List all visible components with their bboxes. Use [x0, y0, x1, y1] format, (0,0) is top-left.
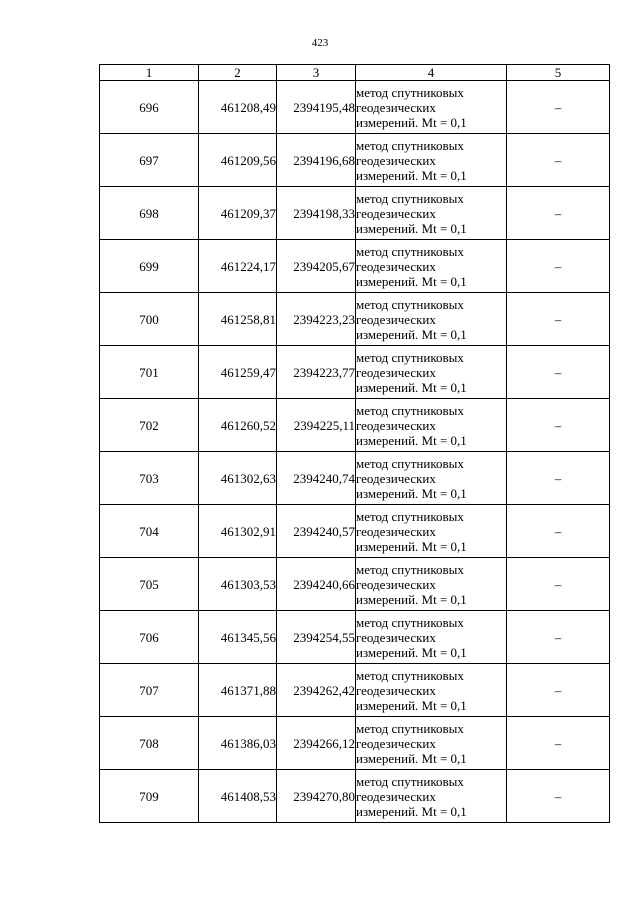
x-coordinate-cell: 461259,47	[199, 346, 277, 399]
note-cell: –	[507, 717, 610, 770]
method-line-3: измерений. Mt = 0,1	[356, 220, 467, 236]
method-line-2: геодезических	[356, 629, 436, 645]
point-number-cell: 706	[100, 611, 199, 664]
column-header-1: 1	[100, 65, 199, 81]
method-line-2: геодезических	[356, 788, 436, 804]
method-line-1: метод спутниковых	[356, 296, 464, 312]
point-number-cell: 696	[100, 81, 199, 134]
x-coordinate-cell: 461260,52	[199, 399, 277, 452]
page-number: 423	[311, 37, 329, 49]
method-cell	[356, 81, 507, 134]
x-coordinate-cell: 461303,53	[199, 558, 277, 611]
method-cell	[356, 293, 507, 346]
method-line-1: метод спутниковых	[356, 667, 464, 683]
table-row	[100, 611, 610, 664]
coordinates-table	[99, 64, 610, 823]
method-cell	[356, 770, 507, 823]
y-coordinate-cell: 2394225,11	[277, 399, 356, 452]
x-coordinate-cell: 461302,91	[199, 505, 277, 558]
point-number-cell: 697	[100, 134, 199, 187]
method-cell	[356, 505, 507, 558]
method-line-2: геодезических	[356, 99, 436, 115]
method-line-1: метод спутниковых	[356, 614, 464, 630]
table-row	[100, 240, 610, 293]
method-line-2: геодезических	[356, 258, 436, 274]
note-cell: –	[507, 81, 610, 134]
method-line-3: измерений. Mt = 0,1	[356, 644, 467, 660]
column-header-5: 5	[507, 65, 610, 81]
table-row	[100, 664, 610, 717]
point-number-cell: 700	[100, 293, 199, 346]
method-line-2: геодезических	[356, 311, 436, 327]
point-number-cell: 701	[100, 346, 199, 399]
method-line-3: измерений. Mt = 0,1	[356, 750, 467, 766]
table-row	[100, 770, 610, 823]
method-line-3: измерений. Mt = 0,1	[356, 591, 467, 607]
method-line-1: метод спутниковых	[356, 243, 464, 259]
method-cell	[356, 187, 507, 240]
x-coordinate-cell: 461209,56	[199, 134, 277, 187]
method-line-1: метод спутниковых	[356, 349, 464, 365]
table-row	[100, 134, 610, 187]
method-line-1: метод спутниковых	[356, 137, 464, 153]
note-cell: –	[507, 611, 610, 664]
method-line-3: измерений. Mt = 0,1	[356, 803, 467, 819]
column-header-2: 2	[199, 65, 277, 81]
x-coordinate-cell: 461209,37	[199, 187, 277, 240]
method-cell	[356, 346, 507, 399]
table-row	[100, 505, 610, 558]
point-number-cell: 698	[100, 187, 199, 240]
method-line-1: метод спутниковых	[356, 402, 464, 418]
x-coordinate-cell: 461224,17	[199, 240, 277, 293]
table-row	[100, 558, 610, 611]
method-line-2: геодезических	[356, 576, 436, 592]
method-line-1: метод спутниковых	[356, 720, 464, 736]
table-row	[100, 346, 610, 399]
method-cell	[356, 717, 507, 770]
method-line-3: измерений. Mt = 0,1	[356, 379, 467, 395]
point-number-cell: 709	[100, 770, 199, 823]
method-line-3: измерений. Mt = 0,1	[356, 167, 467, 183]
method-cell	[356, 134, 507, 187]
table-row	[100, 187, 610, 240]
y-coordinate-cell: 2394240,66	[277, 558, 356, 611]
method-line-1: метод спутниковых	[356, 508, 464, 524]
method-line-2: геодезических	[356, 682, 436, 698]
note-cell: –	[507, 664, 610, 717]
note-cell: –	[507, 505, 610, 558]
note-cell: –	[507, 134, 610, 187]
x-coordinate-cell: 461371,88	[199, 664, 277, 717]
method-line-1: метод спутниковых	[356, 773, 464, 789]
method-line-1: метод спутниковых	[356, 84, 464, 100]
y-coordinate-cell: 2394266,12	[277, 717, 356, 770]
y-coordinate-cell: 2394223,23	[277, 293, 356, 346]
method-line-1: метод спутниковых	[356, 455, 464, 471]
method-line-3: измерений. Mt = 0,1	[356, 114, 467, 130]
method-line-2: геодезических	[356, 523, 436, 539]
method-line-2: геодезических	[356, 152, 436, 168]
x-coordinate-cell: 461408,53	[199, 770, 277, 823]
column-header-4: 4	[356, 65, 507, 81]
method-line-3: измерений. Mt = 0,1	[356, 538, 467, 554]
method-cell	[356, 240, 507, 293]
method-line-2: геодезических	[356, 470, 436, 486]
x-coordinate-cell: 461208,49	[199, 81, 277, 134]
x-coordinate-cell: 461345,56	[199, 611, 277, 664]
note-cell: –	[507, 187, 610, 240]
y-coordinate-cell: 2394205,67	[277, 240, 356, 293]
note-cell: –	[507, 558, 610, 611]
y-coordinate-cell: 2394254,55	[277, 611, 356, 664]
table-row	[100, 81, 610, 134]
table-row	[100, 399, 610, 452]
y-coordinate-cell: 2394223,77	[277, 346, 356, 399]
point-number-cell: 708	[100, 717, 199, 770]
table-row	[100, 452, 610, 505]
method-line-2: геодезических	[356, 364, 436, 380]
point-number-cell: 703	[100, 452, 199, 505]
note-cell: –	[507, 293, 610, 346]
y-coordinate-cell: 2394262,42	[277, 664, 356, 717]
point-number-cell: 702	[100, 399, 199, 452]
method-cell	[356, 452, 507, 505]
y-coordinate-cell: 2394240,57	[277, 505, 356, 558]
x-coordinate-cell: 461258,81	[199, 293, 277, 346]
note-cell: –	[507, 399, 610, 452]
method-line-3: измерений. Mt = 0,1	[356, 326, 467, 342]
method-line-1: метод спутниковых	[356, 561, 464, 577]
method-line-3: измерений. Mt = 0,1	[356, 697, 467, 713]
y-coordinate-cell: 2394198,33	[277, 187, 356, 240]
table-body	[100, 81, 610, 823]
table-header-row	[100, 65, 610, 81]
method-cell	[356, 664, 507, 717]
method-line-3: измерений. Mt = 0,1	[356, 485, 467, 501]
point-number-cell: 705	[100, 558, 199, 611]
note-cell: –	[507, 346, 610, 399]
point-number-cell: 704	[100, 505, 199, 558]
y-coordinate-cell: 2394240,74	[277, 452, 356, 505]
method-line-3: измерений. Mt = 0,1	[356, 432, 467, 448]
y-coordinate-cell: 2394270,80	[277, 770, 356, 823]
method-line-2: геодезических	[356, 735, 436, 751]
method-cell	[356, 611, 507, 664]
y-coordinate-cell: 2394195,48	[277, 81, 356, 134]
point-number-cell: 699	[100, 240, 199, 293]
method-cell	[356, 399, 507, 452]
y-coordinate-cell: 2394196,68	[277, 134, 356, 187]
note-cell: –	[507, 770, 610, 823]
x-coordinate-cell: 461302,63	[199, 452, 277, 505]
table-row	[100, 293, 610, 346]
note-cell: –	[507, 240, 610, 293]
method-line-2: геодезических	[356, 417, 436, 433]
method-line-2: геодезических	[356, 205, 436, 221]
column-header-3: 3	[277, 65, 356, 81]
table-row	[100, 717, 610, 770]
note-cell: –	[507, 452, 610, 505]
point-number-cell: 707	[100, 664, 199, 717]
method-cell	[356, 558, 507, 611]
x-coordinate-cell: 461386,03	[199, 717, 277, 770]
method-line-1: метод спутниковых	[356, 190, 464, 206]
method-line-3: измерений. Mt = 0,1	[356, 273, 467, 289]
